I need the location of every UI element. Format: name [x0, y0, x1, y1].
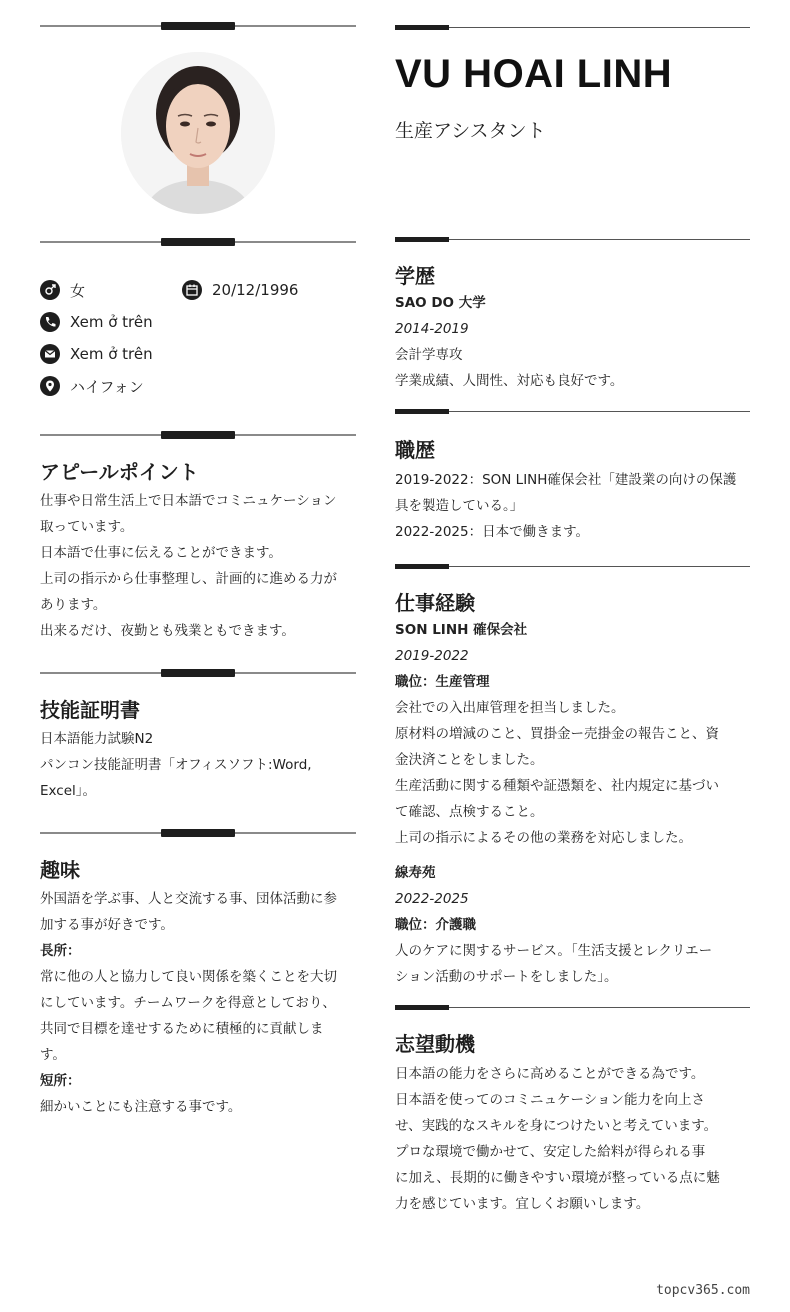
- email-row: [40, 343, 153, 365]
- divider: [40, 829, 356, 837]
- location-pin-icon: [40, 376, 60, 396]
- career-line: 具を製造している。」: [395, 498, 524, 514]
- candidate-name: VU HOAI LINH: [395, 52, 673, 96]
- education-period: 2014-2019: [395, 321, 469, 337]
- job-line: 原材料の増減のこと、買掛金ー売掛金の報告こと、資: [395, 726, 719, 742]
- job-position: 職位：生産管理: [395, 674, 490, 690]
- motivation-line: 力を感じています。宜しくお願いします。: [395, 1196, 650, 1212]
- job-title: 生産アシスタント: [395, 120, 546, 142]
- email-value: Xem ở trên: [70, 345, 153, 363]
- appeal-line: 出来るだけ、夜勤とも残業ともできます。: [40, 623, 295, 639]
- motivation-line: プロな環境で働かせて、安定した給料が得られる事: [395, 1144, 706, 1160]
- experience-job-1: [395, 617, 719, 851]
- motivation-line: せ、実践的なスキルを身につけたいと考えています。: [395, 1118, 718, 1134]
- gender-icon: [40, 280, 60, 300]
- skills-line: パンコン技能証明書「オフィスソフト:Word,: [40, 757, 312, 773]
- skills-text: [40, 726, 312, 804]
- motivation-line: 日本語を使ってのコミニュケーション能力を向上さ: [395, 1092, 705, 1108]
- divider: [40, 238, 356, 246]
- gender-row: [40, 279, 85, 301]
- divider: [395, 1005, 750, 1011]
- job-line: 人のケアに関するサービス。「生活支援とレクリエー: [395, 943, 713, 959]
- strengths-line: 共同で目標を達せするために積極的に貢献しま: [40, 1021, 324, 1037]
- birthday-value: 20/12/1996: [212, 281, 299, 299]
- divider: [395, 237, 750, 243]
- phone-row: [40, 311, 153, 333]
- appeal-line: 仕事や日常生活上で日本語でコミニュケーション: [40, 493, 337, 509]
- experience-title: 仕事経験: [395, 591, 475, 615]
- phone-value: Xem ở trên: [70, 313, 153, 331]
- appeal-line: あります。: [40, 597, 107, 613]
- job-line: 上司の指示によるその他の業務を対応しました。: [395, 830, 692, 846]
- gender-value: 女: [70, 281, 86, 300]
- job-line: 会社での入出庫管理を担当しました。: [395, 700, 625, 716]
- divider: [40, 669, 356, 677]
- appeal-line: 上司の指示から仕事整理し、計画的に進める力が: [40, 571, 337, 587]
- experience-job-2: [395, 860, 712, 990]
- motivation-line: 日本語の能力をさらに高めることができる為です。: [395, 1066, 705, 1082]
- job-line: て確認、点検すること。: [395, 804, 544, 820]
- weakness-line: 細かいことにも注意する事です。: [40, 1099, 242, 1115]
- job-company: SON LINH 確保会社: [395, 622, 528, 638]
- education-title: 学歴: [395, 264, 435, 288]
- motivation-text: [395, 1061, 720, 1217]
- job-period: 2019-2022: [395, 648, 469, 664]
- career-line: 2019-2022：SON LINH確保会社「建設業の向けの保護: [395, 472, 737, 488]
- career-title: 職歴: [395, 438, 435, 462]
- appeal-title: アピールポイント: [40, 460, 199, 484]
- divider: [40, 22, 356, 30]
- strengths-label: 長所：: [40, 943, 81, 959]
- job-company: 線寿苑: [395, 865, 436, 881]
- education-text: [395, 290, 623, 394]
- education-major: 会計学専攻: [395, 347, 463, 363]
- appeal-text: [40, 488, 337, 644]
- job-period: 2022-2025: [395, 891, 469, 907]
- appeal-line: 取っています。: [40, 519, 134, 535]
- motivation-line: に加え、長期的に働きやすい環境が整っている点に魅: [395, 1170, 720, 1186]
- strengths-line: 常に他の人と協力して良い関係を築くことを大切: [40, 969, 337, 985]
- phone-icon: [40, 312, 60, 332]
- skills-line: Excel」。: [40, 783, 97, 799]
- career-text: [395, 467, 736, 545]
- hobby-text: [40, 886, 337, 1120]
- address-value: ハイフォン: [70, 377, 144, 396]
- divider: [395, 409, 750, 415]
- skills-line: 日本語能力試験N2: [40, 731, 154, 747]
- job-line: 金決済ことをしました。: [395, 752, 544, 768]
- profile-photo: [121, 52, 275, 214]
- divider: [395, 25, 750, 31]
- avatar: [121, 52, 275, 214]
- divider: [395, 564, 750, 570]
- job-position: 職位：介護職: [395, 917, 476, 933]
- career-line: 2022-2025：日本で働きます。: [395, 524, 590, 540]
- divider: [40, 431, 356, 439]
- hobby-line: 加する事が好きです。: [40, 917, 174, 933]
- strengths-line: す。: [40, 1047, 66, 1063]
- address-row: [40, 375, 144, 397]
- birthday-row: [182, 279, 298, 301]
- strengths-line: にしています。チームワークを得意としており、: [40, 995, 336, 1011]
- appeal-line: 日本語で仕事に伝えることができます。: [40, 545, 282, 561]
- hobby-title: 趣味: [40, 858, 80, 882]
- hobby-line: 外国語を学ぶ事、人と交流する事、団体活動に参: [40, 891, 337, 907]
- skills-title: 技能証明書: [40, 698, 140, 722]
- mail-icon: [40, 344, 60, 364]
- job-line: 生産活動に関する種類や証憑類を、社内規定に基づい: [395, 778, 719, 794]
- motivation-title: 志望動機: [395, 1032, 475, 1056]
- job-line: ション活動のサポートをしました」。: [395, 969, 618, 985]
- calendar-icon: [182, 280, 202, 300]
- school-name: SAO DO 大学: [395, 295, 486, 311]
- footer-watermark: topcv365.com: [656, 1283, 750, 1298]
- weakness-label: 短所：: [40, 1073, 81, 1089]
- education-note: 学業成績、人間性、対応も良好です。: [395, 373, 624, 389]
